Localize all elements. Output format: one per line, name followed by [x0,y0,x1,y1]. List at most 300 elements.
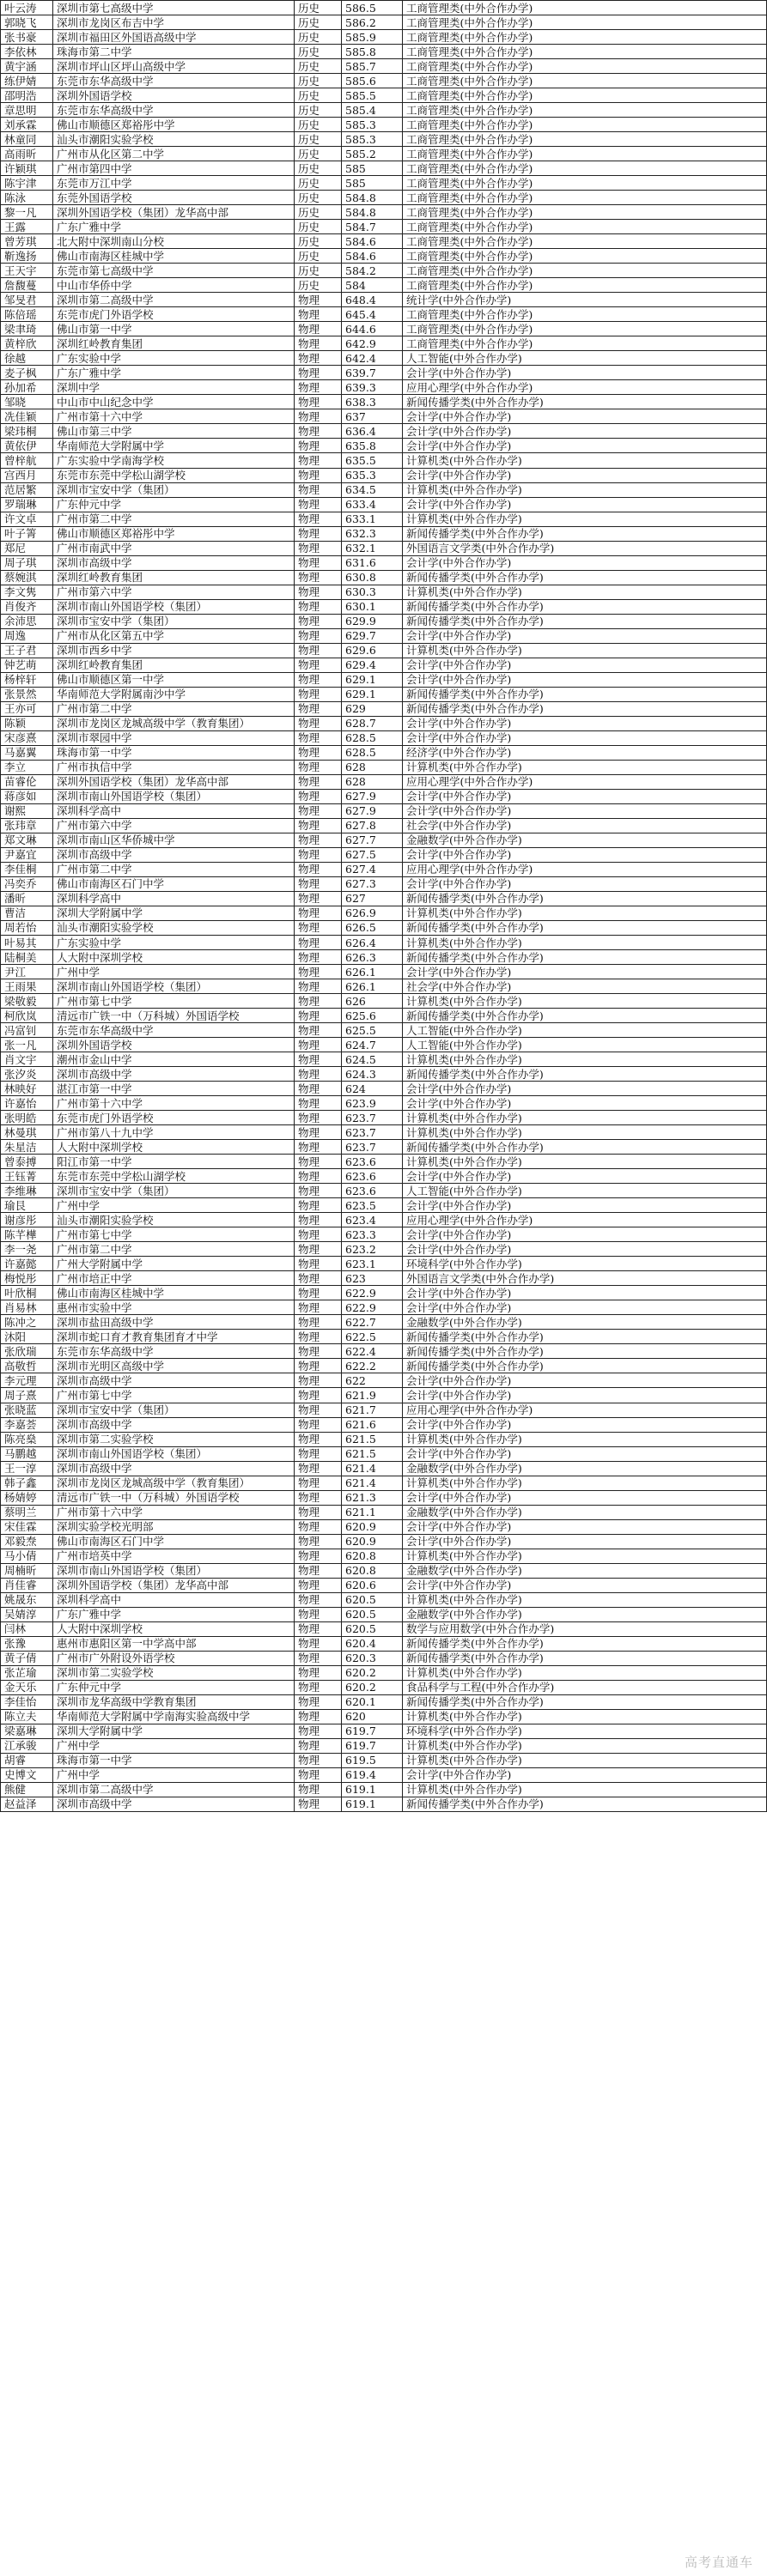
subject-cell: 物理 [295,1009,342,1023]
table-row [1,1432,767,1446]
table-row [1,512,767,526]
table-row [1,614,767,628]
subject-cell: 物理 [295,936,342,950]
school-cell: 广州市第二中学 [53,701,295,716]
score-cell: 638.3 [342,395,403,409]
major-cell: 经济学(中外合作办学) [403,745,767,760]
score-cell: 619.4 [342,1767,403,1782]
score-cell: 630.3 [342,585,403,599]
major-cell: 会计学(中外合作办学) [403,1767,767,1782]
table-row [1,950,767,965]
student-name-cell: 朱星洁 [1,1140,53,1155]
student-name-cell: 张景然 [1,687,53,701]
table-row [1,1155,767,1169]
table-row [1,30,767,45]
school-cell: 华南师范大学附属中学 [53,439,295,453]
major-cell: 统计学(中外合作办学) [403,293,767,307]
subject-cell: 物理 [295,1227,342,1242]
score-cell: 584.6 [342,234,403,249]
score-cell: 585.9 [342,30,403,45]
table-row [1,424,767,439]
score-cell: 635.3 [342,468,403,482]
subject-cell: 物理 [295,628,342,643]
score-cell: 645.4 [342,307,403,322]
student-name-cell: 熊健 [1,1782,53,1797]
school-cell: 深圳市第二实验学校 [53,1665,295,1680]
major-cell: 新闻传播学类(中外合作办学) [403,1344,767,1359]
major-cell: 工商管理类(中外合作办学) [403,322,767,336]
student-name-cell: 叶子箐 [1,526,53,541]
school-cell: 广州市从化区第五中学 [53,628,295,643]
table-row [1,1184,767,1198]
table-row [1,526,767,541]
table-row [1,570,767,585]
table-row [1,658,767,672]
school-cell: 深圳红岭教育集团 [53,570,295,585]
major-cell: 人工智能(中外合作办学) [403,1023,767,1038]
subject-cell: 物理 [295,439,342,453]
major-cell: 环境科学(中外合作办学) [403,1724,767,1738]
score-cell: 621.6 [342,1417,403,1432]
student-name-cell: 张书豪 [1,30,53,45]
student-name-cell: 陈立夫 [1,1709,53,1724]
school-cell: 深圳大学附属中学 [53,906,295,920]
student-name-cell: 马小倩 [1,1549,53,1563]
student-name-cell: 李嘉荟 [1,1417,53,1432]
score-cell: 623.4 [342,1213,403,1227]
score-cell: 630.8 [342,570,403,585]
student-name-cell: 詹馥蔓 [1,278,53,293]
score-cell: 624.5 [342,1052,403,1067]
subject-cell: 历史 [295,249,342,264]
score-cell: 584.6 [342,249,403,264]
table-row [1,1330,767,1344]
table-body [1,1,767,1812]
student-name-cell: 王钰菁 [1,1169,53,1184]
school-cell: 人大附中深圳学校 [53,950,295,965]
subject-cell: 物理 [295,1111,342,1125]
table-row [1,541,767,555]
score-cell: 629.7 [342,628,403,643]
student-name-cell: 练伊婧 [1,74,53,88]
score-cell: 620 [342,1709,403,1724]
student-name-cell: 王子君 [1,643,53,658]
subject-cell: 物理 [295,1476,342,1490]
table-row [1,774,767,789]
subject-cell: 物理 [295,1446,342,1461]
major-cell: 金融数学(中外合作办学) [403,1315,767,1330]
table-row [1,994,767,1009]
student-name-cell: 梁聿琦 [1,322,53,336]
subject-cell: 物理 [295,774,342,789]
student-name-cell: 陈泳 [1,191,53,205]
major-cell: 工商管理类(中外合作办学) [403,147,767,161]
score-cell: 632.3 [342,526,403,541]
subject-cell: 历史 [295,88,342,103]
school-cell: 广州市第六中学 [53,818,295,833]
major-cell: 会计学(中外合作办学) [403,1578,767,1592]
score-cell: 584.7 [342,220,403,234]
major-cell: 会计学(中外合作办学) [403,497,767,512]
table-row [1,1315,767,1330]
score-cell: 621.5 [342,1446,403,1461]
score-cell: 631.6 [342,555,403,570]
score-cell: 620.6 [342,1578,403,1592]
major-cell: 新闻传播学类(中外合作办学) [403,701,767,716]
student-name-cell: 陈冲之 [1,1315,53,1330]
school-cell: 广东实验中学 [53,936,295,950]
table-row [1,1592,767,1607]
student-name-cell: 李文隽 [1,585,53,599]
student-name-cell: 宋佳霖 [1,1519,53,1534]
major-cell: 工商管理类(中外合作办学) [403,307,767,322]
subject-cell: 物理 [295,1680,342,1694]
score-cell: 622.9 [342,1300,403,1315]
major-cell: 会计学(中外合作办学) [403,658,767,672]
subject-cell: 物理 [295,891,342,906]
table-row [1,1738,767,1753]
table-row [1,118,767,132]
score-cell: 629.9 [342,614,403,628]
table-row [1,1621,767,1636]
school-cell: 深圳市龙岗区龙城高级中学（教育集团） [53,1476,295,1490]
score-cell: 620.2 [342,1665,403,1680]
major-cell: 计算机类(中外合作办学) [403,1592,767,1607]
table-row [1,1082,767,1096]
score-cell: 619.1 [342,1797,403,1811]
score-cell: 648.4 [342,293,403,307]
school-cell: 深圳市高级中学 [53,1417,295,1432]
score-cell: 586.2 [342,15,403,30]
subject-cell: 物理 [295,1373,342,1388]
score-cell: 623.7 [342,1125,403,1140]
subject-cell: 物理 [295,1519,342,1534]
school-cell: 惠州市实验中学 [53,1300,295,1315]
table-row [1,818,767,833]
school-cell: 汕头市潮阳实验学校 [53,132,295,147]
student-name-cell: 叶易其 [1,936,53,950]
school-cell: 深圳市宝安中学（集团） [53,614,295,628]
score-cell: 621.1 [342,1505,403,1519]
score-cell: 585.7 [342,59,403,74]
major-cell: 应用心理学(中外合作办学) [403,1213,767,1227]
student-name-cell: 范居繁 [1,482,53,497]
school-cell: 广东仲元中学 [53,1680,295,1694]
subject-cell: 物理 [295,1271,342,1286]
student-name-cell: 金天乐 [1,1680,53,1694]
major-cell: 食品科学与工程(中外合作办学) [403,1680,767,1694]
student-name-cell: 江承骏 [1,1738,53,1753]
school-cell: 广州市第八十九中学 [53,1125,295,1140]
major-cell: 工商管理类(中外合作办学) [403,1,767,15]
school-cell: 广州中学 [53,965,295,979]
school-cell: 阳江市第一中学 [53,1155,295,1169]
major-cell: 新闻传播学类(中外合作办学) [403,1797,767,1811]
school-cell: 深圳市高级中学 [53,1797,295,1811]
score-cell: 628 [342,774,403,789]
school-cell: 东莞市东华高级中学 [53,103,295,118]
school-cell: 深圳市南山外国语学校（集团） [53,979,295,994]
major-cell: 新闻传播学类(中外合作办学) [403,1359,767,1373]
table-row [1,482,767,497]
major-cell: 新闻传播学类(中外合作办学) [403,599,767,614]
school-cell: 中山市中山纪念中学 [53,395,295,409]
school-cell: 广州市第十六中学 [53,1505,295,1519]
major-cell: 新闻传播学类(中外合作办学) [403,1067,767,1082]
student-name-cell: 柯欣岚 [1,1009,53,1023]
major-cell: 金融数学(中外合作办学) [403,1607,767,1621]
table-row [1,497,767,512]
subject-cell: 物理 [295,541,342,555]
major-cell: 工商管理类(中外合作办学) [403,205,767,220]
student-name-cell: 张汐炎 [1,1067,53,1082]
score-cell: 624 [342,1082,403,1096]
table-row [1,1125,767,1140]
school-cell: 汕头市潮阳实验学校 [53,920,295,935]
major-cell: 工商管理类(中外合作办学) [403,30,767,45]
subject-cell: 历史 [295,147,342,161]
subject-cell: 物理 [295,1592,342,1607]
student-name-cell: 苗睿伦 [1,774,53,789]
subject-cell: 物理 [295,687,342,701]
table-row [1,293,767,307]
major-cell: 应用心理学(中外合作办学) [403,862,767,876]
table-row [1,672,767,687]
student-name-cell: 郑文琳 [1,833,53,847]
score-cell: 642.4 [342,351,403,366]
subject-cell: 物理 [295,1636,342,1651]
student-name-cell: 周逸 [1,628,53,643]
subject-cell: 物理 [295,1388,342,1403]
student-name-cell: 陈颖 [1,716,53,730]
table-row [1,322,767,336]
school-cell: 东莞市东莞中学松山湖学校 [53,1169,295,1184]
major-cell: 会计学(中外合作办学) [403,803,767,818]
school-cell: 惠州市惠阳区第一中学高中部 [53,1636,295,1651]
subject-cell: 物理 [295,497,342,512]
table-row [1,176,767,191]
table-row [1,1709,767,1724]
table-row [1,979,767,994]
major-cell: 数学与应用数学(中外合作办学) [403,1621,767,1636]
school-cell: 珠海市第二中学 [53,45,295,59]
table-row [1,1344,767,1359]
major-cell: 金融数学(中外合作办学) [403,1461,767,1476]
score-cell: 619.5 [342,1753,403,1767]
major-cell: 计算机类(中外合作办学) [403,1476,767,1490]
subject-cell: 物理 [295,293,342,307]
subject-cell: 物理 [295,1549,342,1563]
school-cell: 深圳市宝安中学（集团） [53,1403,295,1417]
school-cell: 深圳红岭教育集团 [53,336,295,351]
student-name-cell: 蔡婉淇 [1,570,53,585]
table-row [1,1767,767,1782]
school-cell: 清远市广铁一中（万科城）外国语学校 [53,1009,295,1023]
school-cell: 深圳外国语学校 [53,88,295,103]
school-cell: 深圳市第二实验学校 [53,1432,295,1446]
major-cell: 会计学(中外合作办学) [403,847,767,862]
subject-cell: 物理 [295,716,342,730]
major-cell: 工商管理类(中外合作办学) [403,132,767,147]
table-row [1,1271,767,1286]
subject-cell: 物理 [295,366,342,380]
student-name-cell: 林曼琪 [1,1125,53,1140]
student-name-cell: 高敬哲 [1,1359,53,1373]
student-name-cell: 蒋彦如 [1,789,53,803]
student-name-cell: 周子熹 [1,1388,53,1403]
subject-cell: 物理 [295,847,342,862]
school-cell: 广州市第七中学 [53,994,295,1009]
student-name-cell: 赵益泽 [1,1797,53,1811]
school-cell: 珠海市第一中学 [53,1753,295,1767]
major-cell: 新闻传播学类(中外合作办学) [403,687,767,701]
major-cell: 计算机类(中外合作办学) [403,1549,767,1563]
school-cell: 深圳市翠园中学 [53,730,295,745]
student-name-cell: 许嘉懿 [1,1257,53,1271]
major-cell: 会计学(中外合作办学) [403,1227,767,1242]
student-name-cell: 梅悦彤 [1,1271,53,1286]
table-row [1,1563,767,1578]
student-name-cell: 史博文 [1,1767,53,1782]
school-cell: 深圳外国语学校（集团）龙华高中部 [53,1578,295,1592]
table-row [1,760,767,774]
score-cell: 585 [342,176,403,191]
score-cell: 621.4 [342,1476,403,1490]
table-row [1,1198,767,1213]
school-cell: 深圳市光明区高级中学 [53,1359,295,1373]
subject-cell: 物理 [295,1330,342,1344]
subject-cell: 物理 [295,1038,342,1052]
score-cell: 622.5 [342,1330,403,1344]
school-cell: 东莞市东华高级中学 [53,74,295,88]
major-cell: 新闻传播学类(中外合作办学) [403,920,767,935]
subject-cell: 物理 [295,1184,342,1198]
score-cell: 619.7 [342,1738,403,1753]
student-name-cell: 黄依伊 [1,439,53,453]
score-cell: 585.3 [342,118,403,132]
major-cell: 金融数学(中外合作办学) [403,833,767,847]
score-cell: 585.2 [342,147,403,161]
score-cell: 585.8 [342,45,403,59]
student-name-cell: 王雨果 [1,979,53,994]
student-name-cell: 李依林 [1,45,53,59]
table-row [1,862,767,876]
major-cell: 人工智能(中外合作办学) [403,1038,767,1052]
major-cell: 社会学(中外合作办学) [403,818,767,833]
student-name-cell: 吴婧淳 [1,1607,53,1621]
school-cell: 广东实验中学南海学校 [53,453,295,468]
school-cell: 广东实验中学 [53,351,295,366]
student-name-cell: 王露 [1,220,53,234]
major-cell: 计算机类(中外合作办学) [403,1753,767,1767]
school-cell: 深圳市龙华高级中学教育集团 [53,1694,295,1709]
student-name-cell: 尹江 [1,965,53,979]
subject-cell: 物理 [295,380,342,395]
student-name-cell: 张一凡 [1,1038,53,1052]
table-row [1,891,767,906]
score-cell: 620.8 [342,1549,403,1563]
table-row [1,1373,767,1388]
score-cell: 629.4 [342,658,403,672]
student-name-cell: 梁嘉琳 [1,1724,53,1738]
score-cell: 639.3 [342,380,403,395]
student-name-cell: 周楠昕 [1,1563,53,1578]
score-cell: 621.5 [342,1432,403,1446]
major-cell: 计算机类(中外合作办学) [403,936,767,950]
subject-cell: 物理 [295,599,342,614]
table-row [1,1242,767,1257]
subject-cell: 历史 [295,234,342,249]
score-cell: 644.6 [342,322,403,336]
score-cell: 585.5 [342,88,403,103]
score-cell: 627.5 [342,847,403,862]
school-cell: 深圳市南山外国语学校（集团） [53,1446,295,1461]
school-cell: 深圳红岭教育集团 [53,658,295,672]
score-cell: 623.5 [342,1198,403,1213]
student-name-cell: 冯富钊 [1,1023,53,1038]
student-name-cell: 闫林 [1,1621,53,1636]
table-row [1,1111,767,1125]
subject-cell: 物理 [295,1797,342,1811]
subject-cell: 物理 [295,1359,342,1373]
major-cell: 会计学(中外合作办学) [403,1490,767,1505]
score-cell: 620.1 [342,1694,403,1709]
student-name-cell: 许文卓 [1,512,53,526]
table-row [1,701,767,716]
major-cell: 金融数学(中外合作办学) [403,1505,767,1519]
major-cell: 工商管理类(中外合作办学) [403,176,767,191]
subject-cell: 物理 [295,1724,342,1738]
table-row [1,366,767,380]
score-cell: 623.2 [342,1242,403,1257]
student-name-cell: 潘昕 [1,891,53,906]
table-row [1,1403,767,1417]
major-cell: 会计学(中外合作办学) [403,789,767,803]
subject-cell: 物理 [295,1534,342,1549]
table-row [1,687,767,701]
school-cell: 深圳市高级中学 [53,1461,295,1476]
table-row [1,1505,767,1519]
student-name-cell: 陈倍瑶 [1,307,53,322]
student-name-cell: 王天宇 [1,264,53,278]
subject-cell: 物理 [295,920,342,935]
school-cell: 深圳市高级中学 [53,1067,295,1082]
score-cell: 622.7 [342,1315,403,1330]
subject-cell: 物理 [295,789,342,803]
subject-cell: 物理 [295,351,342,366]
table-row [1,730,767,745]
table-row [1,1694,767,1709]
subject-cell: 物理 [295,862,342,876]
table-row [1,1286,767,1300]
school-cell: 广州市培英中学 [53,1549,295,1563]
subject-cell: 物理 [295,1213,342,1227]
school-cell: 人大附中深圳学校 [53,1140,295,1155]
major-cell: 新闻传播学类(中外合作办学) [403,1009,767,1023]
student-name-cell: 刘承霖 [1,118,53,132]
major-cell: 新闻传播学类(中外合作办学) [403,1636,767,1651]
student-name-cell: 邓毅焘 [1,1534,53,1549]
student-name-cell: 马鹏越 [1,1446,53,1461]
score-cell: 585.3 [342,132,403,147]
table-row [1,1227,767,1242]
school-cell: 广州大学附属中学 [53,1257,295,1271]
student-name-cell: 李维琳 [1,1184,53,1198]
table-row [1,1067,767,1082]
table-row [1,833,767,847]
score-cell: 630.1 [342,599,403,614]
major-cell: 计算机类(中外合作办学) [403,1111,767,1125]
